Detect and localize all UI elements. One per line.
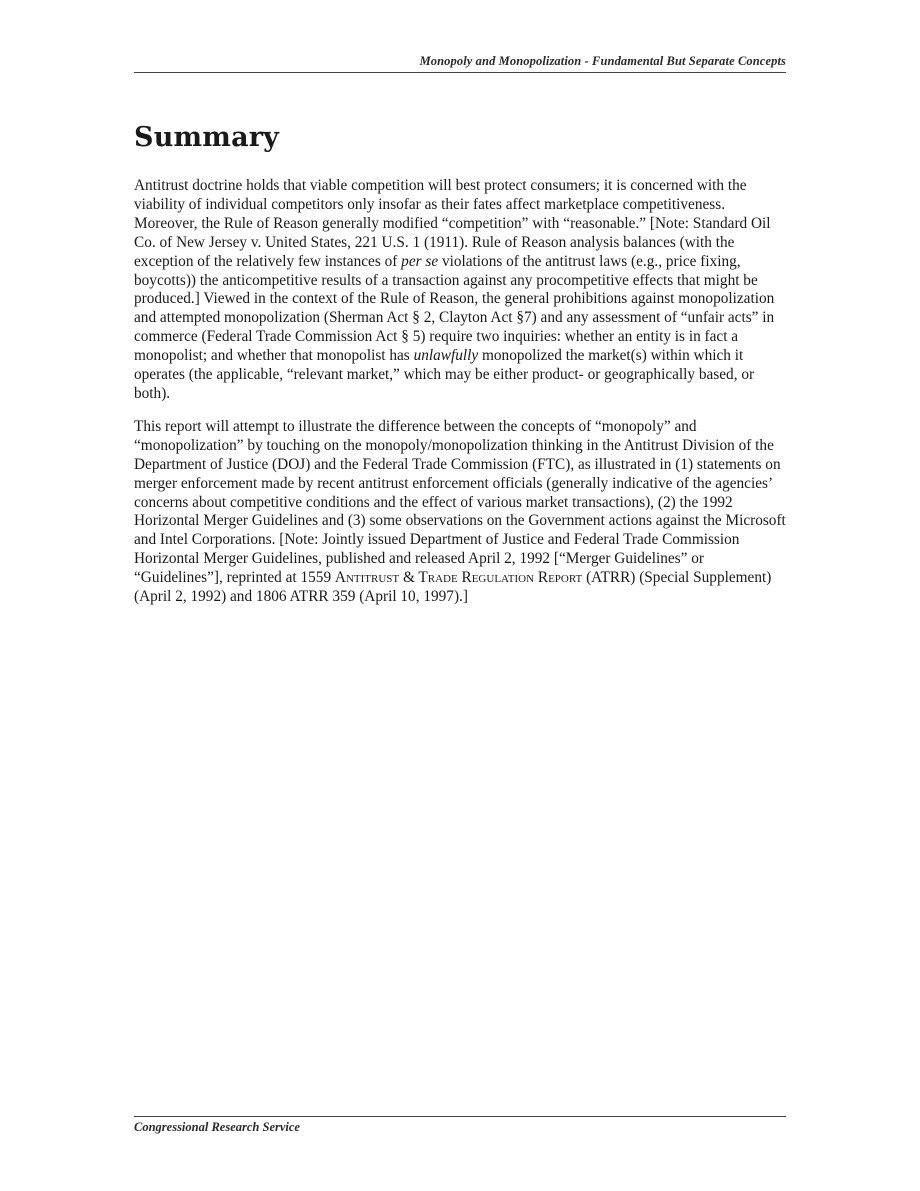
footer-divider (134, 1116, 786, 1117)
italic-term-unlawfully: unlawfully (413, 347, 479, 365)
summary-paragraph-1 (134, 177, 790, 404)
italic-term-per-se: per se (401, 252, 439, 270)
paragraph-text: (ATRR) (Special Supplement) (April 2, 1992) and 1806 ATRR 359 (April 10, 1997).] (134, 569, 772, 606)
header-divider (134, 72, 786, 73)
paragraph-text: violations of the antitrust laws (e.g., price fixing, boycotts)) the anticompetitive results of a transaction against any procompetitive effects that might be produced.] Viewed in the context of the Rule of Reason, the general prohibitions against monopolization and attempted monopolization (Sherman Act § 2, Clayton Act §7) and any assessment of “unfair acts” in commerce (Federal Trade Commission Act § 5) require two inquiries: whether an entity is in fact a monopolist; and whether that monopolist has (134, 252, 775, 365)
paragraph-text: monopolized the market(s) within which it operates (the applicable, “relevant market,” which may be either product- or geographically based, or both). (134, 347, 755, 402)
paragraph-text: This report will attempt to illustrate the difference between the concepts of “monopoly” and “monopolization” by touching on the monopoly/monopolization thinking in the Antitrust Division of the Department of Justice (DOJ) and the Federal Trade Commission (FTC), as illustrated in (1) statements on merger enforcement made by recent antitrust enforcement officials (generally indicative of the agencies’ concerns about competitive conditions and the effect of various market transactions), (2) the 1992 Horizontal Merger Guidelines and (3) some observations on the Government actions against the Microsoft and Intel Corporations. [Note: Jointly issued Department of Justice and Federal Trade Commission Horizontal Merger Guidelines, published and released April 2, 1992 [“Merger Guidelines” or “Guidelines”], reprinted at 1559 (134, 417, 786, 587)
page-title: Summary (134, 122, 280, 153)
document-body (134, 177, 790, 621)
summary-paragraph-2 (134, 418, 790, 607)
paragraph-text: Antitrust doctrine holds that viable competition will best protect consumers; it is concerned with the viability of individual competitors only insofar as their fates affect marketplace competitiveness. Moreover, the Rule of Reason generally modified “competition” with “reasonable.” [Note: Standard Oil Co. of New Jersey v. United States, 221 U.S. 1 (1911). Rule of Reason analysis balances (with the exception of the relatively few instances of (134, 177, 771, 270)
running-header: Monopoly and Monopolization - Fundamental But Separate Concepts (419, 54, 786, 68)
publication-title: Antitrust & Trade Regulation Report (334, 569, 583, 587)
running-footer: Congressional Research Service (134, 1120, 300, 1134)
